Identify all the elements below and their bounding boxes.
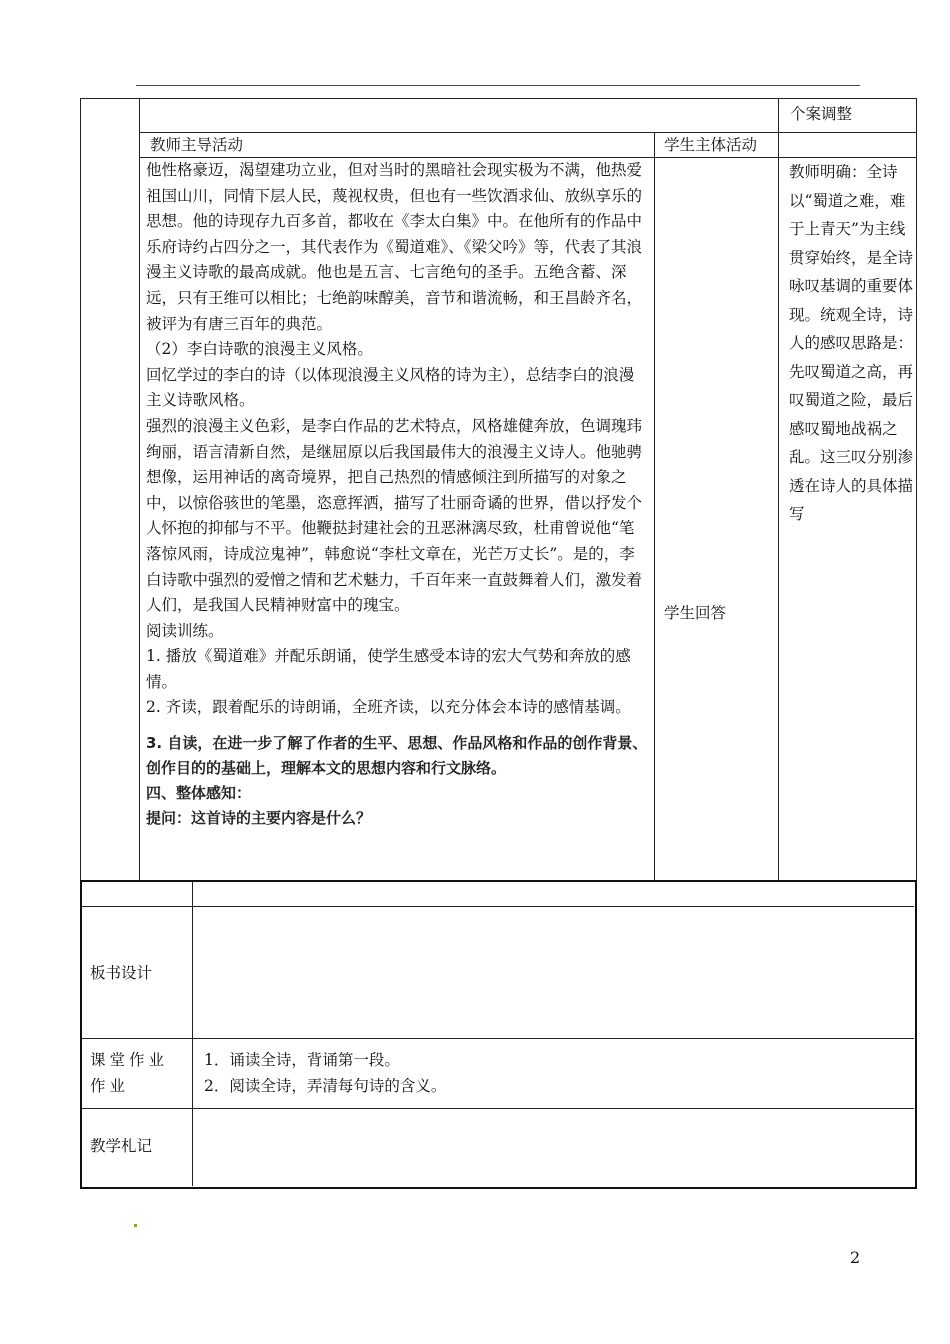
paragraph-step-3: 3. 自读，在进一步了解了作者的生平、思想、作品风格和作品的创作背景、创作目的的基础上，理解本文的思想内容和行文脉络。 bbox=[146, 734, 648, 778]
board-design-label: 板书设计 bbox=[90, 964, 153, 982]
lower-row-divider-2 bbox=[82, 1038, 914, 1039]
homework-label: 课堂作业作业 bbox=[90, 1051, 169, 1095]
lower-row-divider-1 bbox=[82, 906, 914, 907]
student-answer: 学生回答 bbox=[664, 604, 727, 622]
teaching-notes-label: 教学札记 bbox=[90, 1137, 153, 1155]
paragraph-style-heading: （2）李白诗歌的浪漫主义风格。 bbox=[146, 340, 373, 359]
stray-dot bbox=[134, 1224, 137, 1227]
student-activity-header: 学生主体活动 bbox=[664, 136, 758, 154]
header-rule bbox=[136, 85, 860, 86]
teacher-activity-header: 教师主导活动 bbox=[150, 136, 244, 154]
page-number: 2 bbox=[850, 1248, 861, 1267]
lower-row-divider-3 bbox=[82, 1108, 914, 1109]
adjust-header: 个案调整 bbox=[790, 105, 853, 123]
col-divider-1 bbox=[139, 98, 140, 881]
adjust-content: 教师明确：全诗以“蜀道之难，难于上青天”为主线贯穿始终，是全诗咏叹基调的重要体现。统观全诗，诗人的感叹思路是：先叹蜀道之高，再叹蜀道之险，最后感叹蜀地战祸之乱。这三叹分别渗透在诗人的具体描写 bbox=[789, 163, 914, 523]
col-divider-3 bbox=[778, 98, 779, 881]
paragraph-li-bai-bio: 他性格豪迈，渴望建功立业，但对当时的黑暗社会现实极为不满，他热爱祖国山川，同情下层人民，蔑视权贵，但也有一些饮酒求仙、放纵享乐的思想。他的诗现存九百多首，都收在《李太白集》中。在他所有的作品中乐府诗约占四分之一，其代表作为《蜀道难》、《梁父吟》等，代表了其浪漫主义诗歌的最高成就。他也是五言、七言绝句的圣手。五绝含蓄、深远，只有王维可以相比；七绝韵味醇美，音节和谐流畅，和王昌龄齐名，被评为有唐三百年的典范。 bbox=[146, 161, 643, 333]
homework-item-1: 1．诵读全诗，背诵第一段。 bbox=[204, 1051, 400, 1069]
summary-table bbox=[80, 880, 917, 1189]
paragraph-step-2: 2. 齐读，跟着配乐的诗朗诵，全班齐读，以充分体会本诗的感情基调。 bbox=[146, 698, 631, 717]
paragraph-overall-heading: 四、整体感知： bbox=[146, 784, 252, 803]
paragraph-romantic-style: 强烈的浪漫主义色彩，是李白作品的艺术特点，风格雄健奔放，色调瑰玮绚丽，语言清新自然，是继屈原以后我国最伟大的浪漫主义诗人。他驰骋想像，运用神话的离奇境界，把自己热烈的情感倾注到所描写的对象之中，以惊俗骇世的笔墨，恣意挥洒，描写了壮丽奇谲的世界，借以抒发个人怀抱的抑郁与不平。他鞭挞封建社会的丑恶淋漓尽致，杜甫曾说他“笔落惊风雨，诗成泣鬼神”，韩愈说“李杜文章在，光芒万丈长”。是的，李白诗歌中强烈的爱憎之情和艺术魅力，千百年来一直鼓舞着人们，激发着人们，是我国人民精神财富中的瑰宝。 bbox=[146, 416, 643, 615]
lower-col-divider bbox=[192, 882, 193, 1186]
paragraph-reading-training: 阅读训练。 bbox=[146, 621, 224, 640]
paragraph-question: 提问：这首诗的主要内容是什么？ bbox=[146, 809, 372, 828]
row-divider-1 bbox=[139, 132, 916, 133]
teacher-content bbox=[146, 158, 648, 831]
paragraph-step-1: 1. 播放《蜀道难》并配乐朗诵，使学生感受本诗的宏大气势和奔放的感情。 bbox=[146, 647, 631, 691]
col-divider-2 bbox=[654, 132, 655, 881]
homework-item-2: 2．阅读全诗，弄清每句诗的含义。 bbox=[204, 1077, 447, 1095]
paragraph-recall: 回忆学过的李白的诗（以体现浪漫主义风格的诗为主），总结李白的浪漫主义诗歌风格。 bbox=[146, 365, 635, 410]
